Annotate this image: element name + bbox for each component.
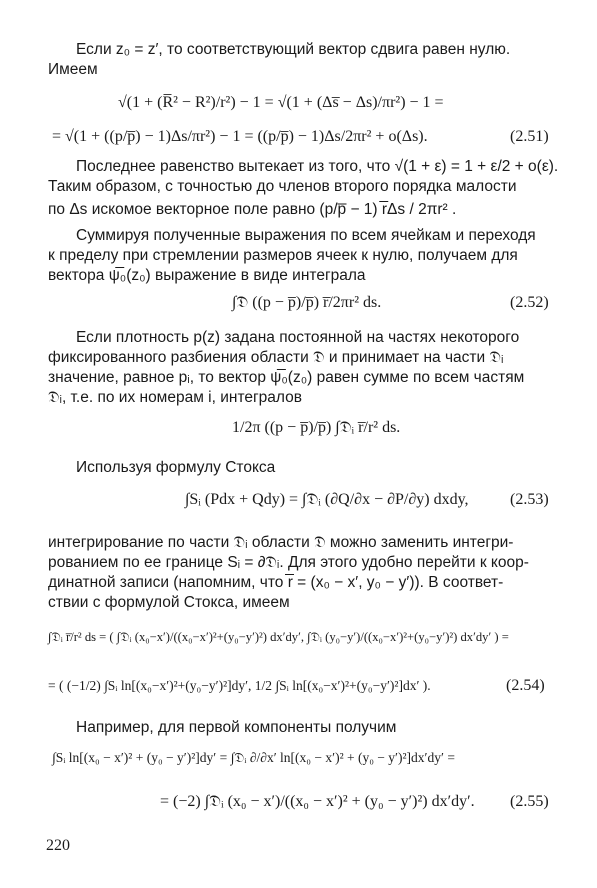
text-line-8: вектора ψ̅₀(z₀) выражение в виде интеграла [48,267,366,284]
text-line-6: Суммируя полученные выражения по всем ячейкам и переходя [76,227,536,244]
text-line-14: интегрирование по части 𝔇ᵢ области 𝔇 можно заменить интегри- [48,534,514,551]
text-line-3: Последнее равенство вытекает из того, что √(1 + ε) = 1 + ε/2 + o(ε). [76,158,559,175]
text-line-13: Используя формулу Стокса [76,459,276,476]
equation-number-2-55: (2.55) [510,793,549,810]
text-line-4: Таким образом, с точностью до членов второго порядка малости [48,178,517,195]
text-line-15: рованием по ее границе Sᵢ = ∂𝔇ᵢ. Для этого удобно перейти к коор- [48,554,529,571]
equation-number-2-51: (2.51) [510,128,549,145]
equation-number-2-53: (2.53) [510,491,549,508]
page-number: 220 [46,837,70,854]
equation-sqrt-identity: √(1 + (R̅² − R²)/r²) − 1 = √(1 + (Δs̅ − Δs)/πr²) − 1 = [118,94,444,111]
equation-vector-integral: ∫𝔇ᵢ r̅/r² ds = ( ∫𝔇ᵢ (x₀−x′)/((x₀−x′)²+(y₀−y′)²) dx′dy′, ∫𝔇ᵢ (y₀−y′)/((x₀−x′)²+(y₀−y′)²) dx′dy′ ) = [48,630,509,644]
equation-number-2-54: (2.54) [506,677,545,694]
text-line-12: 𝔇ᵢ, т.е. по их номерам i, интегралов [48,389,302,406]
text-line-11: значение, равное pᵢ, то вектор ψ̅₀(z₀) равен сумме по всем частям [48,369,525,386]
equation-2-53: ∫Sᵢ (Pdx + Qdy) = ∫𝔇ᵢ (∂Q/∂x − ∂P/∂y) dxdy, [185,491,469,508]
text-line-7: к пределу при стремлении размеров ячеек к нулю, получаем для [48,247,518,264]
text-line-9: Если плотность p(z) задана постоянной на частях некоторого [76,329,520,346]
equation-first-component: ∫Sᵢ ln[(x₀ − x′)² + (y₀ − y′)²]dy′ = ∫𝔇ᵢ ∂/∂x′ ln[(x₀ − x′)² + (y₀ − y′)²]dx′dy′ = [52,750,455,765]
text-line-16: динатной записи (напомним, что r̅ = (x₀ − x′, y₀ − y′)). В соответ- [48,574,504,591]
text-line-17: ствии с формулой Стокса, имеем [48,594,290,611]
equation-partial-sum: 1/2π ((p − p̅)/p̅) ∫𝔇ᵢ r̅/r² ds. [232,419,401,436]
text-line-5: по Δs искомое векторное поле равно (p/p̅ − 1) r̅Δs / 2πr² . [48,201,457,218]
equation-2-54: = ( (−1/2) ∫Sᵢ ln[(x₀−x′)²+(y₀−y′)²]dy′, 1/2 ∫Sᵢ ln[(x₀−x′)²+(y₀−y′)²]dx′ ). [48,678,431,693]
equation-2-55: = (−2) ∫𝔇ᵢ (x₀ − x′)/((x₀ − x′)² + (y₀ − y′)²) dx′dy′. [160,793,475,810]
equation-number-2-52: (2.52) [510,294,549,311]
text-line-2: Имеем [48,61,98,78]
equation-2-51: = √(1 + ((p/p̅) − 1)Δs/πr²) − 1 = ((p/p̅) − 1)Δs/2πr² + o(Δs). [52,128,428,145]
text-line-1: Если z₀ = z′, то соответствующий вектор сдвига равен нулю. [76,41,511,58]
equation-2-52: ∫𝔇 ((p − p̅)/p̅) r̅/2πr² ds. [232,294,382,311]
text-line-18: Например, для первой компоненты получим [76,719,397,736]
text-line-10: фиксированного разбиения области 𝔇 и принимает на части 𝔇ᵢ [48,349,504,366]
